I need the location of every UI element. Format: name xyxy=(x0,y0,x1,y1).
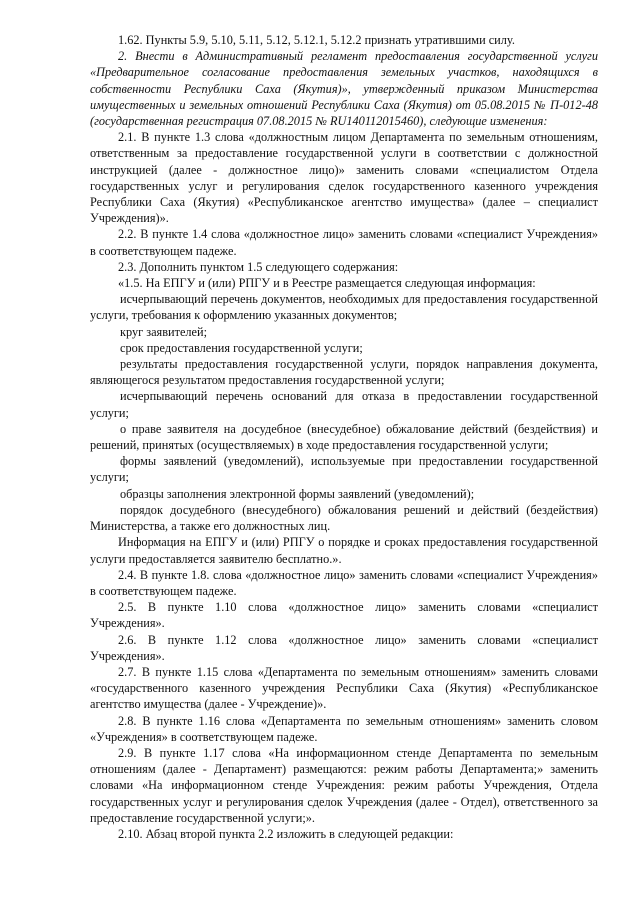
paragraph: 2.1. В пункте 1.3 слова «должностным лицом Департамента по земельным отношениям, ответственным за предоставление государственной услуги в соответствии с должностной инструкцией (далее - должностное лицо)» заменить словами «специалистом Отдела государственных услуг и регулирования сделок государственного казенного учреждения Республики Саха (Якутия) «Республиканское агентство имущества» (далее – специалист Учреждения)». xyxy=(90,130,598,226)
paragraph: исчерпывающий перечень оснований для отказа в предоставлении государственной услуги; xyxy=(90,389,598,420)
paragraph: формы заявлений (уведомлений), используемые при предоставлении государственной услуги; xyxy=(90,454,598,485)
paragraph: 2.10. Абзац второй пункта 2.2 изложить в следующей редакции: xyxy=(118,826,454,841)
paragraph: 2.2. В пункте 1.4 слова «должностное лицо» заменить словами «специалист Учреждения» в соответствующем падеже. xyxy=(90,227,598,258)
paragraph: о праве заявителя на досудебное (внесудебное) обжалование действий (бездействия) и решений, принятых (осуществляемых) в ходе предоставления государственной услуги; xyxy=(90,421,598,453)
paragraph: 2.5. В пункте 1.10 слова «должностное лицо» заменить словами «специалист Учреждения». xyxy=(90,600,598,631)
paragraph: образцы заполнения электронной формы заявлений (уведомлений); xyxy=(120,486,475,501)
paragraph: 2. Внести в Административный регламент предоставления государственной услуги «Предварительное согласование предоставления земельных участков, находящихся в собственности Республики Саха (Якутия)», утвержденный приказом Министерства имущественных и земельных отношений Республики Саха (Якутия) от 05.08.2015 № П-012-48 (государственная регистрация 07.08.2015 № RU140112015460), следующие изменения: xyxy=(90,49,598,129)
paragraph: 2.9. В пункте 1.17 слова «На информационном стенде Департамента по земельным отношениям (далее - Департамент) размещаются: режим работы Департамента;» заменить словами «На информационном стенде Учреждения: режим работы Учреждения, Отдела государственных услуг и регулирования сделок Учреждения (далее - Отдел), ответственного за предоставление государственной услуги;». xyxy=(90,745,598,825)
paragraph: 2.3. Дополнить пунктом 1.5 следующего содержания: xyxy=(118,259,399,274)
paragraph: 2.8. В пункте 1.16 слова «Департамента по земельным отношениям» заменить словом «Учреждения» в соответствующем падеже. xyxy=(90,713,598,744)
paragraph: 2.6. В пункте 1.12 слова «должностное лицо» заменить словами «специалист Учреждения». xyxy=(90,632,598,663)
paragraph: «1.5. На ЕПГУ и (или) РПГУ и в Реестре размещается следующая информация: xyxy=(118,276,536,291)
paragraph: порядок досудебного (внесудебного) обжалования решений и действий (бездействия) Министерства, а также его должностных лиц. xyxy=(90,502,598,534)
paragraph: исчерпывающий перечень документов, необходимых для предоставления государственной услуги, требования к оформлению указанных документов; xyxy=(90,292,598,323)
paragraph: срок предоставления государственной услуги; xyxy=(120,340,363,355)
paragraph: 2.7. В пункте 1.15 слова «Департамента по земельным отношениям» заменить словами «государственного казенного учреждения Республики Саха (Якутия) «Республиканское агентство имущества (далее - Учреждение)». xyxy=(90,664,598,712)
paragraph: результаты предоставления государственной услуги, порядок направления документа, являющегося результатом предоставления государственной услуги; xyxy=(90,357,598,388)
paragraph: Информация на ЕПГУ и (или) РПГУ о порядке и сроках предоставления государственной услуги предоставляется заявителю бесплатно.». xyxy=(90,535,598,566)
paragraph: круг заявителей; xyxy=(120,324,208,339)
paragraph: 2.4. В пункте 1.8. слова «должностное лицо» заменить словами «специалист Учреждения» в соответствующем падеже. xyxy=(90,567,598,598)
paragraph: 1.62. Пункты 5.9, 5.10, 5.11, 5.12, 5.12.1, 5.12.2 признать утратившими силу. xyxy=(118,33,515,47)
